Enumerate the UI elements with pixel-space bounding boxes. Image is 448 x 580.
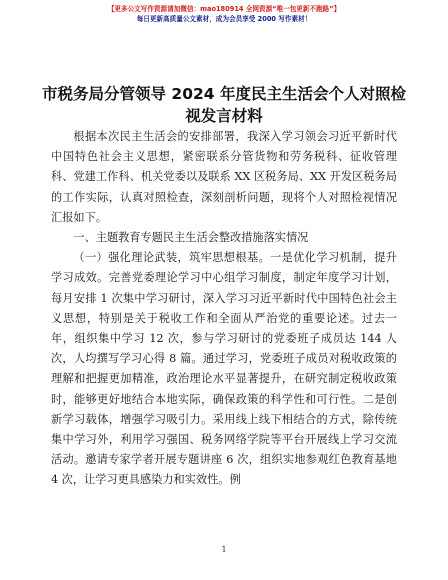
promo-banner-line-2: 每日更新高质量公文素材，成为会员享受 2000 写作素材！ xyxy=(136,15,312,23)
section-heading: 一、主题教育专题民主生活会整改措施落实情况 xyxy=(73,231,309,245)
intro-paragraph: 根据本次民主生活会的安排部署，我深入学习领会习近平新时代中国特色社会主义思想，紧密联系分管货物和劳务税科、征收管理科、党建工作科、机关党委以及联系 XX 区税务局、XX 开发区税务局的工作实际，认真对照检查，深刻剖析问题，现将个人对照检视情况汇报如下。 xyxy=(51,130,397,224)
document-body xyxy=(51,127,397,491)
page-number: 1 xyxy=(221,545,227,554)
promo-banner-line-1: 【更多公文写作资源请加微信：mao180914 全网资源“唯一包更新不跑路”】 xyxy=(107,5,341,13)
document-title: 市税务局分管领导 2024 年度民主生活会个人对照检视发言材料 xyxy=(42,85,406,125)
body-paragraph: （一）强化理论武装，筑牢思想根基。一是优化学习机制，提升学习成效。完善党委理论学习中心组学习制度，制定年度学习计划，每月安排 1 次集中学习研讨，深入学习习近平新时代中国特色社会主义思想，特别是关于税收工作和全面从严治党的重要论述。过去一年，组织集中学习 12 次，参与学习研讨的党委班子成员达 144 人次，人均撰写学习心得 8 篇。通过学习，党委班子成员对税收政策的理解和把握更加精准，政治理论水平显著提升，在研究制定税收政策时，能够更好地结合本地实际，确保政策的科学性和可行性。二是创新学习载体，增强学习吸引力。采用线上线下相结合的方式，除传统集中学习外，利用学习强国、税务网络学院等平台开展线上学习交流活动。邀请专家学者开展专题讲座 6 次，组织实地参观红色教育基地 4 次，让学习更具感染力和实效性。例 xyxy=(51,251,397,487)
promo-banner xyxy=(0,4,448,24)
